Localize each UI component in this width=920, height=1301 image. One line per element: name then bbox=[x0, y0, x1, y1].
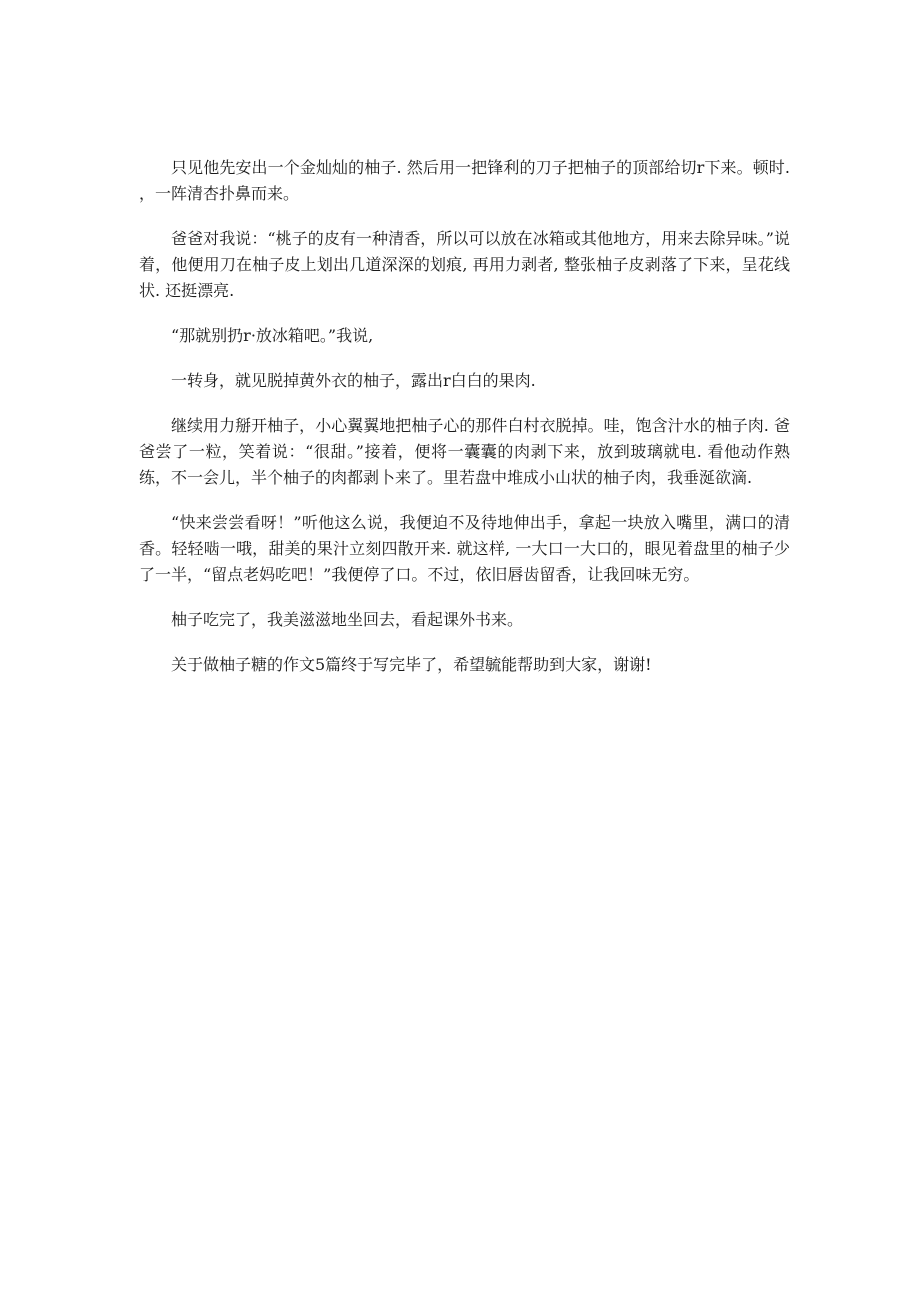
paragraph-3: “那就别扔r·放冰箱吧。”我说, bbox=[171, 326, 374, 345]
paragraph-5: 继续用力掰开柚子，小心翼翼地把柚子心的那件白村衣脱掉。哇，饱含汁水的柚子肉. 爸爸尝了一粒，笑着说：“很甜。”接着，便将一囊囊的肉剥下来，放到玻璃就电. 看他动作熟练，不一会儿，半个柚子的肉都剥卜来了。里若盘中堆成小山状的柚子肉，我垂涎欲滴. bbox=[139, 416, 790, 487]
paragraph-1: 只见他先安出一个金灿灿的柚子. 然后用一把锋利的刀子把柚子的顶部给切r下来。顿时. ，一阵清杏扑鼻而来。 bbox=[139, 158, 790, 203]
paragraph-2: 爸爸对我说：“桃子的皮有一种清香，所以可以放在冰箱或其他地方，用来去除异味。”说着，他便用刀在柚子皮上划出几道深深的划痕, 再用力剥者, 整张柚子皮剥落了下来，呈花线状. 还挺漂亮. bbox=[139, 229, 790, 300]
paragraph-4: 一转身，就见脱掉黄外衣的柚子，露出r白白的果肉. bbox=[171, 371, 536, 390]
paragraph-6: “快来尝尝看呀！”听他这么说，我便迫不及待地伸出手，拿起一块放入嘴里，满口的清香。轻轻啮一哦，甜美的果汁立刻四散开来. 就这样, 一大口一大口的，眼见着盘里的柚子少了一半，“留点老妈吃吧！”我便停了口。不过，依旧唇齿留香，让我回味无穷。 bbox=[139, 513, 790, 584]
paragraph-7: 柚子吃完了，我美滋滋地坐回去，看起课外书来。 bbox=[171, 610, 524, 629]
paragraph-8: 关于做柚子糖的作文5篇终于写完毕了，希望毓能帮助到大家，谢谢! bbox=[171, 655, 652, 674]
document-body bbox=[139, 155, 790, 697]
